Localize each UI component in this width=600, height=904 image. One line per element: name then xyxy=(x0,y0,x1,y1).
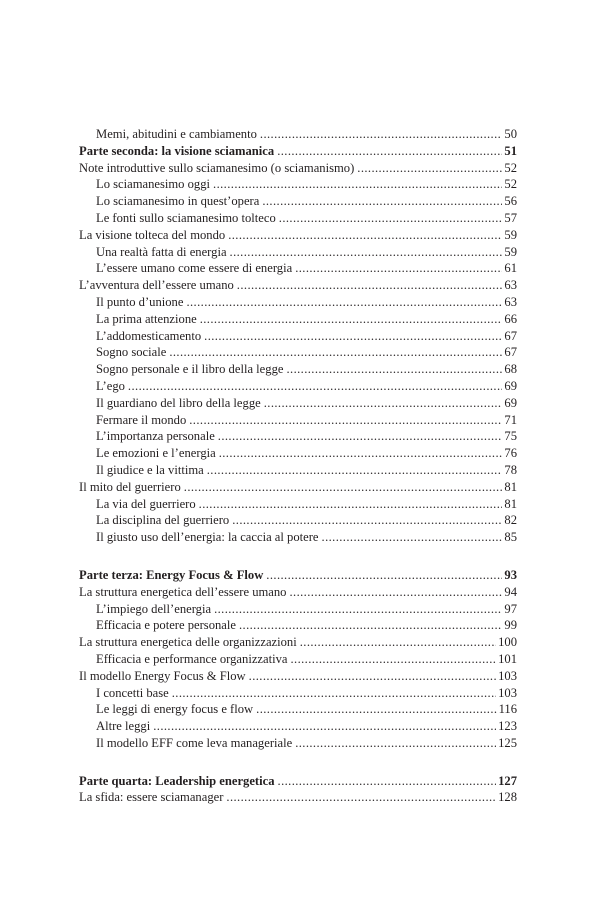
toc-entry-page-number: 127 xyxy=(498,773,517,788)
toc-section-entry xyxy=(79,328,517,345)
toc-section-entry xyxy=(79,193,517,210)
toc-section-entry xyxy=(79,462,517,479)
toc-section-entry xyxy=(79,361,517,378)
toc-entry-page-number: 69 xyxy=(504,395,517,410)
toc-entry-page-number: 68 xyxy=(504,362,517,377)
dot-leader xyxy=(322,529,503,546)
toc-section-entry xyxy=(79,496,517,513)
toc-entry-title: L’ego xyxy=(96,378,125,393)
table-of-contents xyxy=(79,126,517,806)
toc-entry-title: Memi, abitudini e cambiamento xyxy=(96,127,257,141)
dot-leader xyxy=(207,462,503,479)
toc-chapter-entry xyxy=(79,227,517,244)
toc-entry-title: Sogno sociale xyxy=(96,345,167,360)
toc-entry-page-number: 81 xyxy=(504,479,517,494)
dot-leader xyxy=(300,634,496,651)
toc-entry-title: Parte terza: Energy Focus & Flow xyxy=(79,567,264,582)
toc-section-entry xyxy=(79,412,517,429)
toc-chapter-entry xyxy=(79,567,517,584)
dot-leader xyxy=(295,260,502,277)
dot-leader xyxy=(200,311,503,328)
toc-entry-title: Lo sciamanesimo in quest’opera xyxy=(96,194,260,209)
toc-chapter-entry xyxy=(79,773,517,790)
toc-entry-title: Le fonti sullo sciamanesimo tolteco xyxy=(96,210,276,225)
toc-entry-title: Il mito del guerriero xyxy=(79,479,181,494)
toc-entry-page-number: 52 xyxy=(504,177,517,192)
toc-entry-page-number: 59 xyxy=(504,244,517,259)
dot-leader xyxy=(357,160,502,177)
toc-entry-title: L’essere umano come essere di energia xyxy=(96,261,293,276)
toc-entry-title: Il punto d’unione xyxy=(96,294,184,309)
dot-leader xyxy=(189,412,502,429)
toc-entry-title: Parte quarta: Leadership energetica xyxy=(79,773,275,788)
toc-section-entry xyxy=(79,176,517,193)
dot-leader xyxy=(218,428,503,445)
dot-leader xyxy=(264,395,503,412)
dot-leader xyxy=(262,193,502,210)
toc-entry-page-number: 67 xyxy=(504,328,517,343)
toc-entry-page-number: 128 xyxy=(498,790,517,805)
dot-leader xyxy=(153,718,496,735)
toc-entry-page-number: 81 xyxy=(504,496,517,511)
toc-entry-title: Altre leggi xyxy=(96,719,151,734)
toc-entry-page-number: 100 xyxy=(498,635,517,650)
toc-entry-title: Lo sciamanesimo oggi xyxy=(96,177,211,192)
toc-section-entry xyxy=(79,126,517,143)
toc-chapter-entry xyxy=(79,479,517,496)
toc-entry-page-number: 51 xyxy=(504,143,517,158)
toc-entry-page-number: 75 xyxy=(504,429,517,444)
dot-leader xyxy=(290,651,496,668)
toc-section-entry xyxy=(79,311,517,328)
toc-entry-title: La via del guerriero xyxy=(96,496,196,511)
toc-entry-title: I concetti base xyxy=(96,685,169,700)
toc-entry-page-number: 101 xyxy=(498,651,517,666)
dot-leader xyxy=(204,328,502,345)
toc-entry-page-number: 93 xyxy=(504,567,517,582)
toc-entry-page-number: 82 xyxy=(504,513,517,528)
toc-section-entry xyxy=(79,735,517,752)
dot-leader xyxy=(172,685,496,702)
toc-section-entry xyxy=(79,378,517,395)
toc-entry-title: Sogno personale e il libro della legge xyxy=(96,362,284,377)
toc-entry-page-number: 99 xyxy=(504,618,517,633)
toc-entry-page-number: 103 xyxy=(498,685,517,700)
toc-entry-page-number: 61 xyxy=(504,261,517,276)
dot-leader xyxy=(279,210,503,227)
toc-entry-page-number: 63 xyxy=(504,294,517,309)
dot-leader xyxy=(226,789,496,806)
toc-entry-page-number: 103 xyxy=(498,668,517,683)
toc-entry-title: La sfida: essere sciamanager xyxy=(79,790,224,805)
dot-leader xyxy=(237,277,503,294)
toc-entry-page-number: 85 xyxy=(504,530,517,545)
toc-section-entry xyxy=(79,395,517,412)
toc-entry-title: L’impiego dell’energia xyxy=(96,601,212,616)
toc-chapter-entry xyxy=(79,789,517,806)
toc-entry-page-number: 69 xyxy=(504,378,517,393)
toc-entry-title: Le leggi di energy focus e flow xyxy=(96,702,254,717)
toc-chapter-entry xyxy=(79,143,517,160)
toc-entry-title: Il modello EFF come leva manageriale xyxy=(96,735,293,750)
toc-entry-title: Le emozioni e l’energia xyxy=(96,446,216,461)
dot-leader xyxy=(239,617,502,634)
toc-entry-title: Efficacia e potere personale xyxy=(96,618,236,633)
toc-chapter-entry xyxy=(79,668,517,685)
dot-leader xyxy=(228,227,502,244)
toc-entry-page-number: 97 xyxy=(504,601,517,616)
toc-section-entry xyxy=(79,718,517,735)
dot-leader xyxy=(199,496,503,513)
toc-entry-title: Il giusto uso dell’energia: la caccia al potere xyxy=(96,530,319,545)
dot-leader xyxy=(232,512,502,529)
toc-entry-title: La struttura energetica dell’essere umano xyxy=(79,584,287,599)
toc-section-entry xyxy=(79,428,517,445)
toc-entry-title: Una realtà fatta di energia xyxy=(96,244,227,259)
dot-leader xyxy=(186,294,502,311)
toc-entry-title: L’avventura dell’essere umano xyxy=(79,278,234,293)
toc-entry-title: Efficacia e performance organizzativa xyxy=(96,651,288,666)
toc-chapter-entry xyxy=(79,584,517,601)
toc-entry-page-number: 50 xyxy=(504,127,517,141)
dot-leader xyxy=(219,445,503,462)
toc-section-entry xyxy=(79,445,517,462)
toc-section-entry xyxy=(79,529,517,546)
toc-entry-page-number: 56 xyxy=(504,194,517,209)
toc-section-entry xyxy=(79,244,517,261)
toc-entry-title: Il giudice e la vittima xyxy=(96,462,204,477)
toc-entry-title: La visione tolteca del mondo xyxy=(79,227,226,242)
toc-entry-page-number: 59 xyxy=(504,227,517,242)
toc-entry-page-number: 125 xyxy=(498,735,517,750)
toc-entry-page-number: 71 xyxy=(504,412,517,427)
section-spacer xyxy=(79,752,517,773)
dot-leader xyxy=(184,479,503,496)
toc-entry-title: La struttura energetica delle organizzazioni xyxy=(79,635,297,650)
dot-leader xyxy=(256,701,496,718)
toc-section-entry xyxy=(79,701,517,718)
dot-leader xyxy=(169,344,502,361)
toc-entry-title: La disciplina del guerriero xyxy=(96,513,230,528)
toc-entry-page-number: 76 xyxy=(504,446,517,461)
section-spacer xyxy=(79,546,517,567)
toc-section-entry xyxy=(79,601,517,618)
toc-entry-page-number: 67 xyxy=(504,345,517,360)
toc-section-entry xyxy=(79,617,517,634)
dot-leader xyxy=(266,567,502,584)
toc-entry-page-number: 66 xyxy=(504,311,517,326)
dot-leader xyxy=(289,584,502,601)
toc-entry-title: Note introduttive sullo sciamanesimo (o sciamanismo) xyxy=(79,160,355,175)
toc-section-entry xyxy=(79,260,517,277)
toc-entry-title: La prima attenzione xyxy=(96,311,197,326)
toc-section-entry xyxy=(79,210,517,227)
toc-section-entry xyxy=(79,685,517,702)
dot-leader xyxy=(128,378,502,395)
dot-leader xyxy=(295,735,496,752)
toc-entry-page-number: 116 xyxy=(498,702,517,717)
toc-entry-title: Il modello Energy Focus & Flow xyxy=(79,668,246,683)
dot-leader xyxy=(286,361,502,378)
toc-section-entry xyxy=(79,294,517,311)
toc-section-parte-quarta xyxy=(79,773,517,807)
dot-leader xyxy=(230,244,503,261)
toc-chapter-entry xyxy=(79,277,517,294)
toc-chapter-entry xyxy=(79,634,517,651)
dot-leader xyxy=(214,601,502,618)
toc-entry-title: L’addomesticamento xyxy=(96,328,202,343)
toc-entry-page-number: 57 xyxy=(504,210,517,225)
toc-entry-page-number: 78 xyxy=(504,462,517,477)
toc-entry-title: L’importanza personale xyxy=(96,429,215,444)
toc-entry-page-number: 123 xyxy=(498,719,517,734)
toc-entry-page-number: 52 xyxy=(504,160,517,175)
dot-leader xyxy=(278,773,497,790)
toc-entry-page-number: 63 xyxy=(504,278,517,293)
toc-entry-title: Il guardiano del libro della legge xyxy=(96,395,261,410)
toc-section-parte-seconda xyxy=(79,126,517,546)
dot-leader xyxy=(249,668,496,685)
toc-section-parte-terza xyxy=(79,567,517,752)
toc-entry-title: Parte seconda: la visione sciamanica xyxy=(79,143,275,158)
dot-leader xyxy=(213,176,502,193)
toc-chapter-entry xyxy=(79,160,517,177)
dot-leader xyxy=(277,143,502,160)
toc-section-entry xyxy=(79,512,517,529)
toc-section-entry xyxy=(79,344,517,361)
toc-section-entry xyxy=(79,651,517,668)
dot-leader xyxy=(260,126,503,143)
toc-entry-page-number: 94 xyxy=(504,584,517,599)
toc-entry-title: Fermare il mondo xyxy=(96,412,187,427)
